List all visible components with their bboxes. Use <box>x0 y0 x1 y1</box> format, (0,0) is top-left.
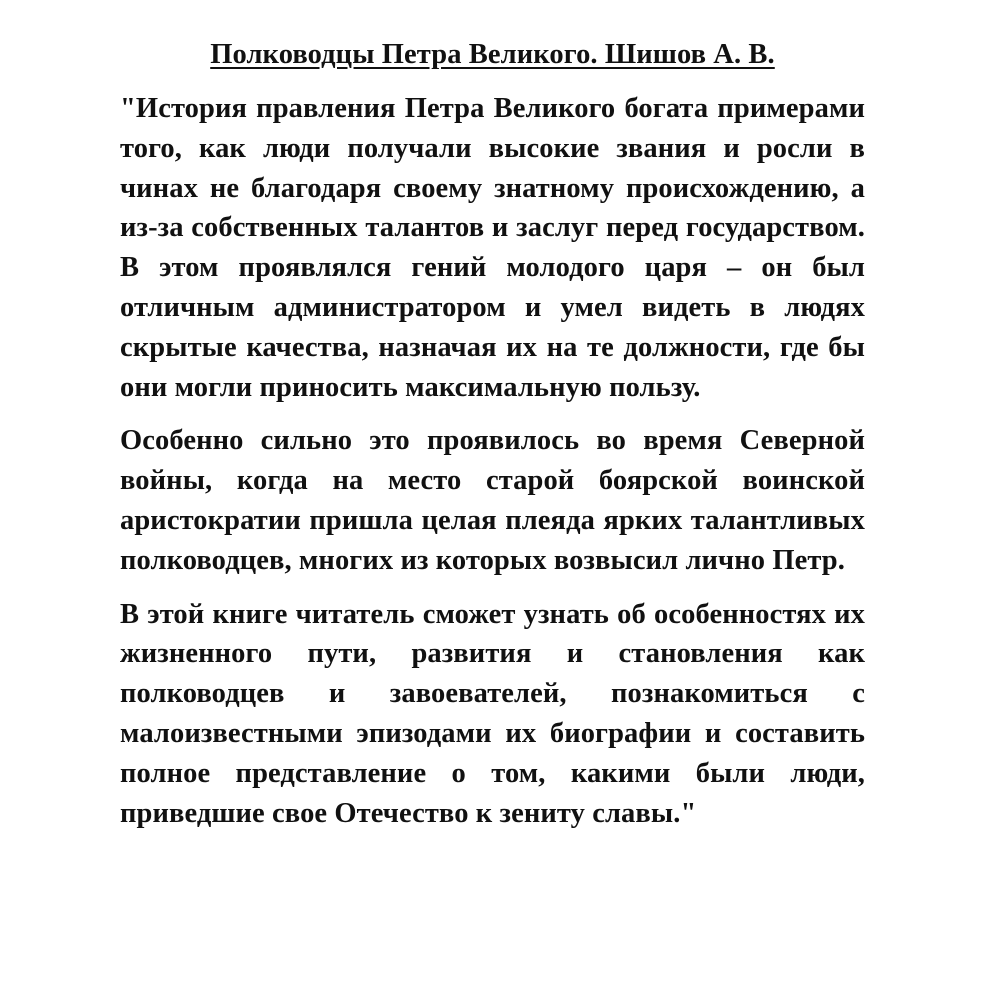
paragraph-intro: "История правления Петра Великого богата примерами того, как люди получали высокие звания и росли в чинах не благодаря своему знатному происхождению, а из-за собственных талантов и заслуг перед государством. В этом проявлялся гений молодого царя – он был отличным администратором и умел видеть в людях скрытые качества, назначая их на те должности, где бы они могли приносить максимальную пользу. <box>120 93 865 403</box>
paragraph-book-summary: В этой книге читатель сможет узнать об особенностях их жизненного пути, развития и становления как полководцев и завоевателей, познакомиться с малоизвестными эпизодами их биографии и составить полное представление о том, какими были люди, приведшие свое Отечество к зениту славы." <box>120 598 865 829</box>
document-page <box>120 38 865 847</box>
book-title: Полководцы Петра Великого. Шишов А. В. <box>210 39 775 70</box>
paragraph-northern-war: Особенно сильно это проявилось во время Северной войны, когда на место старой боярской воинской аристократии пришла целая плеяда ярких талантливых полководцев, многих из которых возвысил лично Петр. <box>120 425 865 576</box>
